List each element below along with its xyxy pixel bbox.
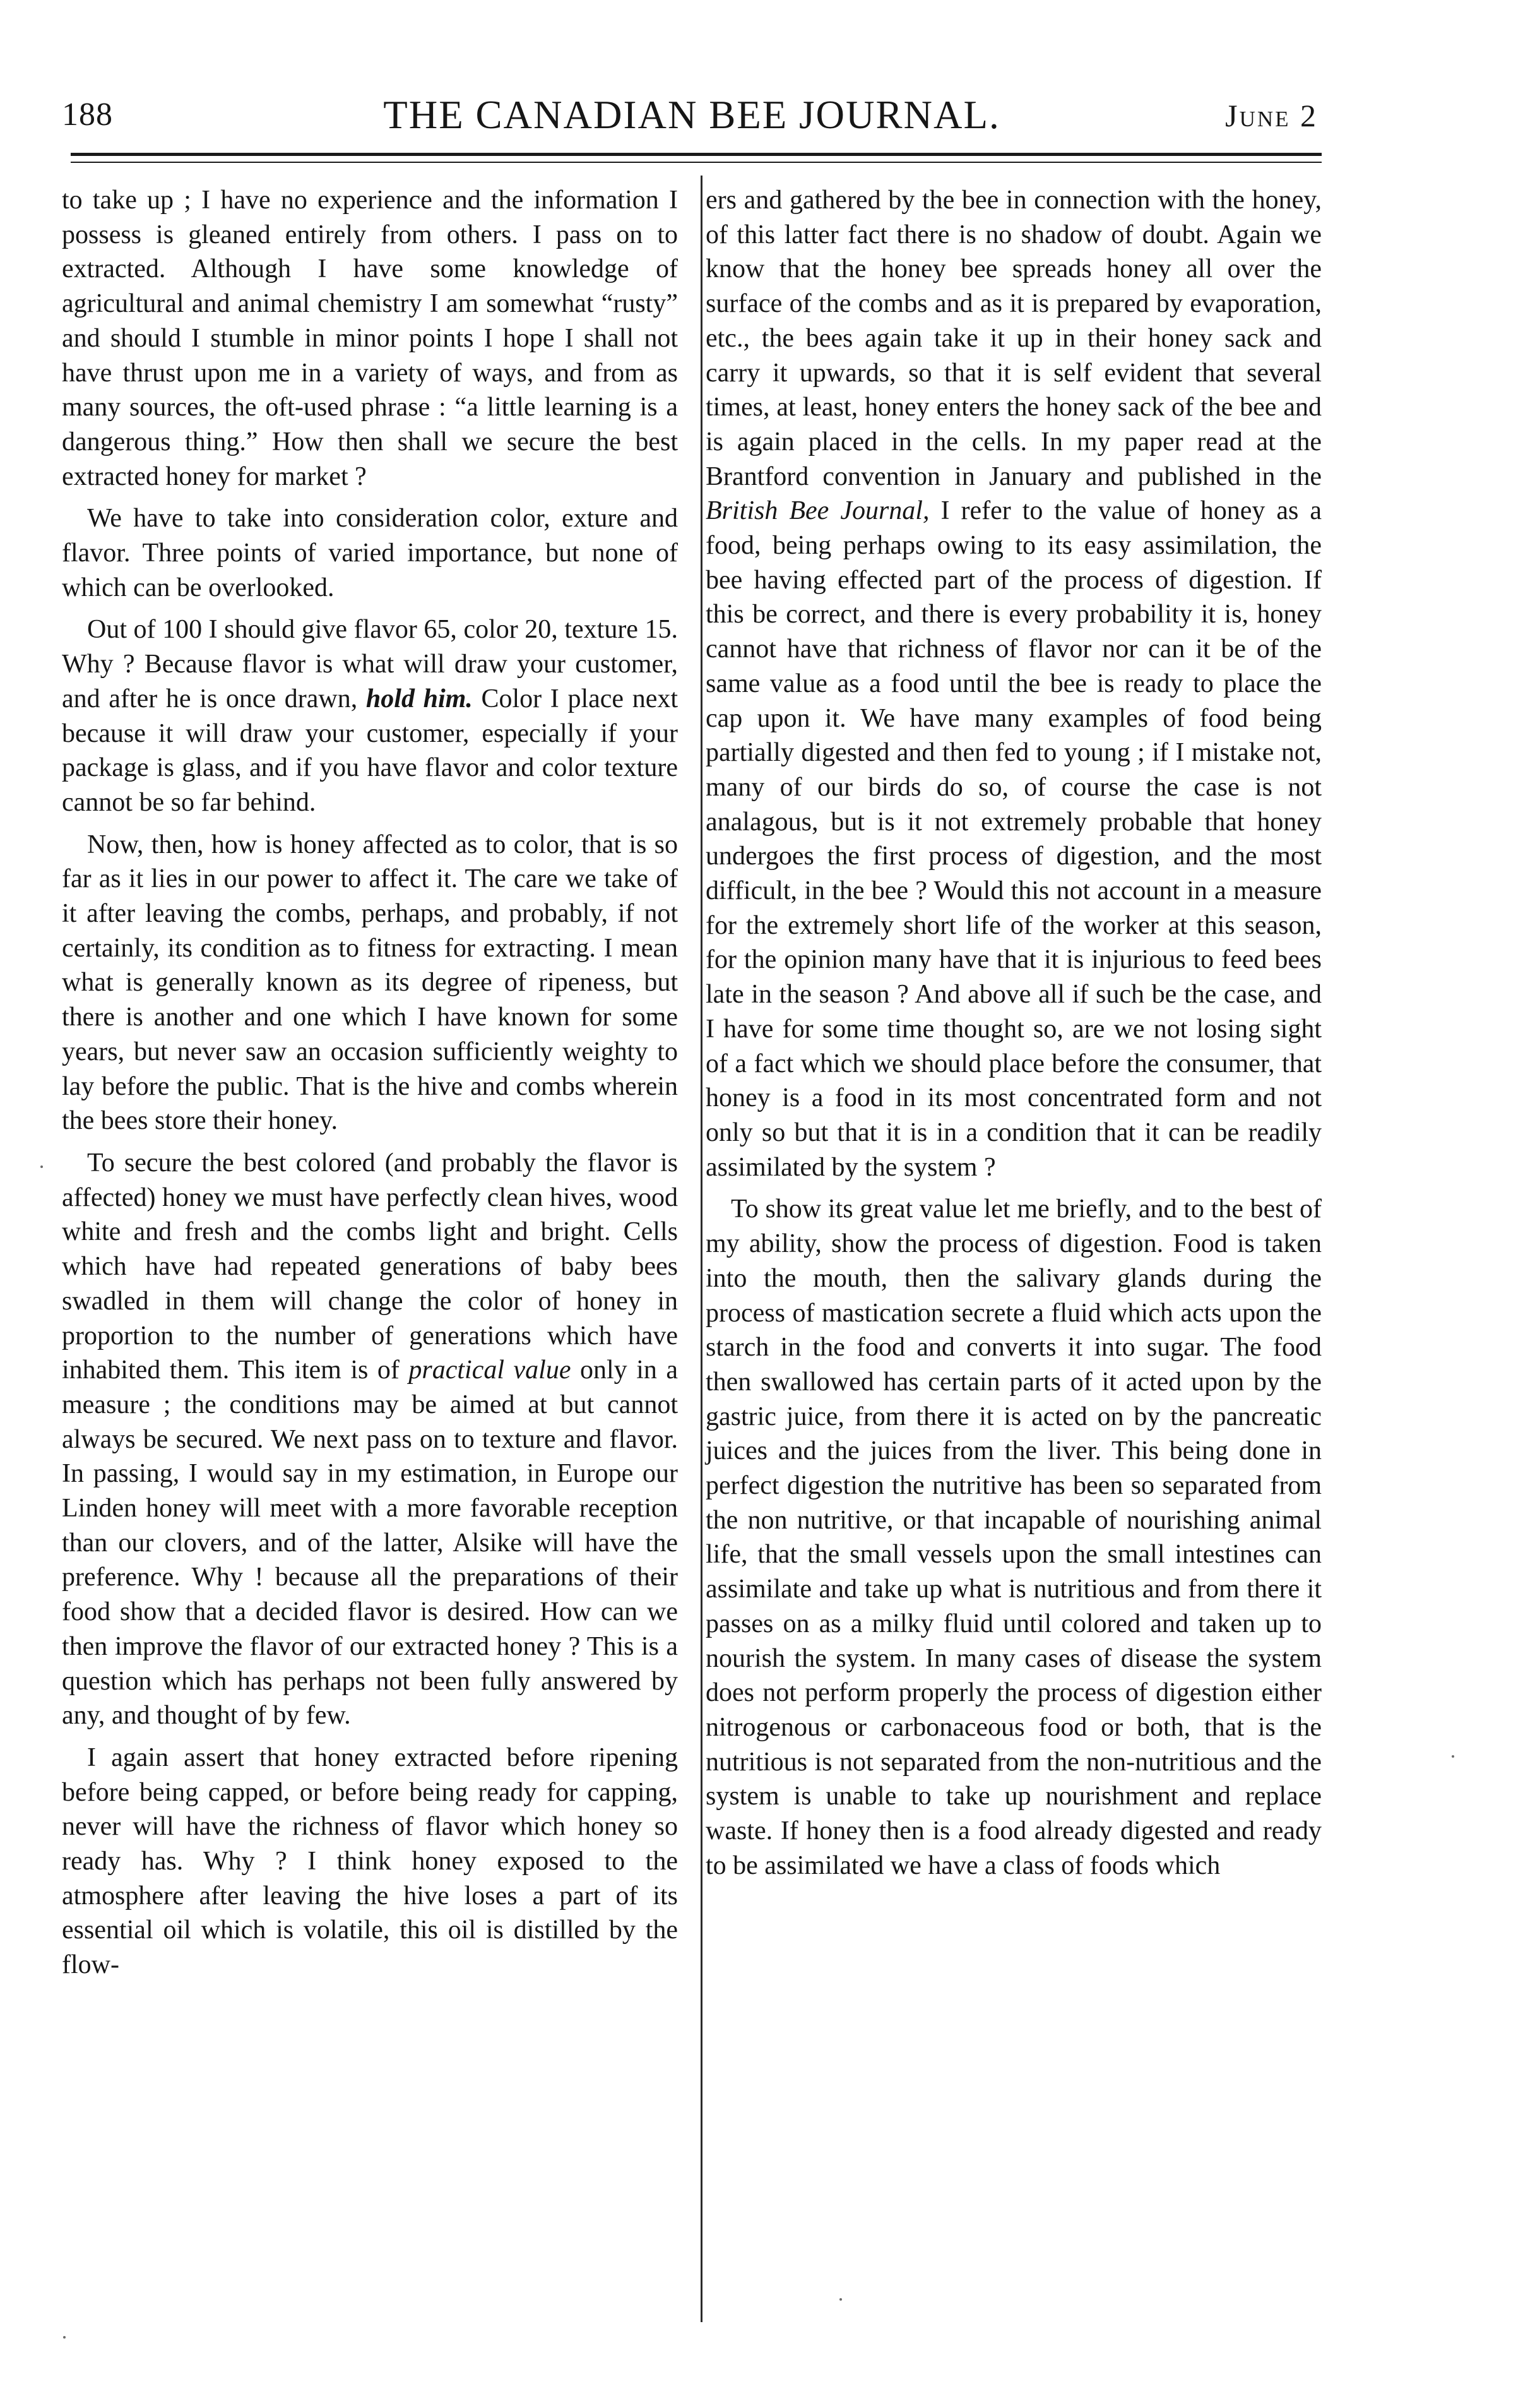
print-speck	[63, 2336, 66, 2339]
paragraph	[706, 183, 1322, 1184]
print-speck	[1452, 1755, 1454, 1758]
paragraph-text: To secure the best colored (and probably the flavor is affected) honey we must have perfectly clean hives, wood white and fresh and the combs light and bright. Cells which have had repeated generations of baby bees swadled in them will change the color of honey in proportion to the number of generations which have inhabited them. This item is of	[62, 1148, 678, 1385]
print-speck	[40, 1165, 43, 1168]
emphasis: practical value	[408, 1356, 571, 1385]
paragraph-text: only in a measure ; the conditions may be aimed at but cannot always be secured. We next pass on to texture and flavor. In passing, I would say in my estimation, in Europe our Linden honey will meet with a more favorable reception than our clovers, and of the latter, Alsike will have the preference. Why ! because all the preparations of their food show that a decided flavor is desired. How can we then improve the flavor of our extracted honey ? This is a question which has perhaps not been fully answered by any, and thought of by few.	[62, 1356, 679, 1731]
right-column	[706, 183, 1322, 1883]
left-column	[62, 183, 678, 1982]
column-divider	[701, 176, 702, 2322]
header-rule-thick	[71, 153, 1322, 156]
emphasis: British Bee Journal,	[706, 496, 930, 526]
header-rule-thin	[71, 162, 1322, 163]
paragraph: To show its great value let me briefly, and to the best of my ability, show the process of digestion. Food is taken into the mouth, then the salivary glands during the process of mastication secrete a fluid which acts upon the starch in the food and converts it into sugar. The food then swallowed has certain parts of it acted upon by the gastric juice, from there it is acted on by the pancreatic juices and the juices from the liver. This being done in perfect digestion the nutritive has been so separated from the non nutritive, or that incapable of nourishing animal life, that the small vessels upon the small intestines can assimilate and take up what is nutritious and from there it passes on as a milky fluid until colored and taken up to nourish the system. In many cases of disease the system does not perform properly the process of digestion either nitrogenous or carbonaceous food or both, that is the nutritious is not separated from the non-nutritious and the system is unable to take up nourishment and replace waste. If honey then is a food already digested and ready to be assimilated we have a class of foods which	[706, 1195, 1322, 1880]
print-speck	[839, 2298, 842, 2301]
paragraph-text: Color I place next because it will draw your customer, especially if your package is glass, and if you have flavor and color texture cannot be so far behind.	[62, 684, 679, 817]
paragraph-text: I refer to the value of honey as a food, being perhaps owing to its easy assimilation, the bee having effected part of the process of digestion. If this be correct, and there is every probability it is, honey cannot have that richness of flavor nor can it be of the same value as a food until the bee is ready to place the cap upon it. We have many examples of food being partially digested and then fed to young ; if I mistake not, many of our birds do so, of course the case is not analagous, but is it not extremely probable that honey undergoes the first process of digestion, and the most difficult, in the bee ? Would this not account in a measure for the extremely short life of the worker at this season, for the opinion many have that it is injurious to feed bees late in the season ? And above all if such be the case, and I have for some time thought so, are we not losing sight of a fact which we should place before the consumer, that honey is a food in its most concentrated form and not only so but that it is in a condition that it can be readily assimilated by the system ?	[706, 496, 1322, 1182]
paragraph: We have to take into consideration color, exture and flavor. Three points of varied importance, but none of which can be overlooked.	[62, 504, 678, 602]
paragraph: Now, then, how is honey affected as to color, that is so far as it lies in our power to affect it. The care we take of it after leaving the combs, perhaps, and probably, if not certainly, its condition as to fitness for extracting. I mean what is generally known as its degree of ripeness, but there is another and one which I have known for some years, but never saw an occasion sufficiently weighty to lay before the public. That is the hive and combs wherein the bees store their honey.	[62, 830, 678, 1136]
paragraph-text: Out of 100 I should give flavor 65, color 20, texture 15. Why ? Because flavor is what will draw your customer, and after he is once drawn,	[62, 615, 678, 713]
paragraph: I again assert that honey extracted before ripening before being capped, or before being ready for capping, never will have the richness of flavor which honey so ready has. Why ? I think honey exposed to the atmosphere after leaving the hive loses a part of its essential oil which is volatile, this oil is distilled by the flow-	[62, 1743, 678, 1980]
paragraph	[62, 1146, 678, 1733]
issue-date: June 2	[1225, 98, 1318, 133]
paragraph: to take up ; I have no experience and the information I possess is gleaned entirely from others. I pass on to extracted. Although I have some knowledge of agricultural and animal chemistry I am somewhat “rusty” and should I stumble in minor points I hope I shall not have thrust upon me in a variety of ways, and from as many sources, the oft-used phrase : “a little learning is a dangerous thing.” How then shall we secure the best extracted honey for market ?	[62, 186, 678, 491]
paragraph	[62, 612, 678, 820]
paragraph-text: ers and gathered by the bee in connection with the honey, of this latter fact there is no shadow of doubt. Again we know that the honey bee spreads honey all over the surface of the combs and as it is prepared by evaporation, etc., the bees again take it up in their honey sack and carry it upwards, so that it is self evident that several times, at least, honey enters the honey sack of the bee and is again placed in the cells. In my paper read at the Brantford convention in January and published in the	[706, 186, 1322, 491]
running-header	[62, 92, 1322, 145]
journal-title: THE CANADIAN BEE JOURNAL.	[383, 93, 1000, 137]
page-number: 188	[62, 97, 113, 133]
emphasis: hold him.	[365, 684, 473, 713]
